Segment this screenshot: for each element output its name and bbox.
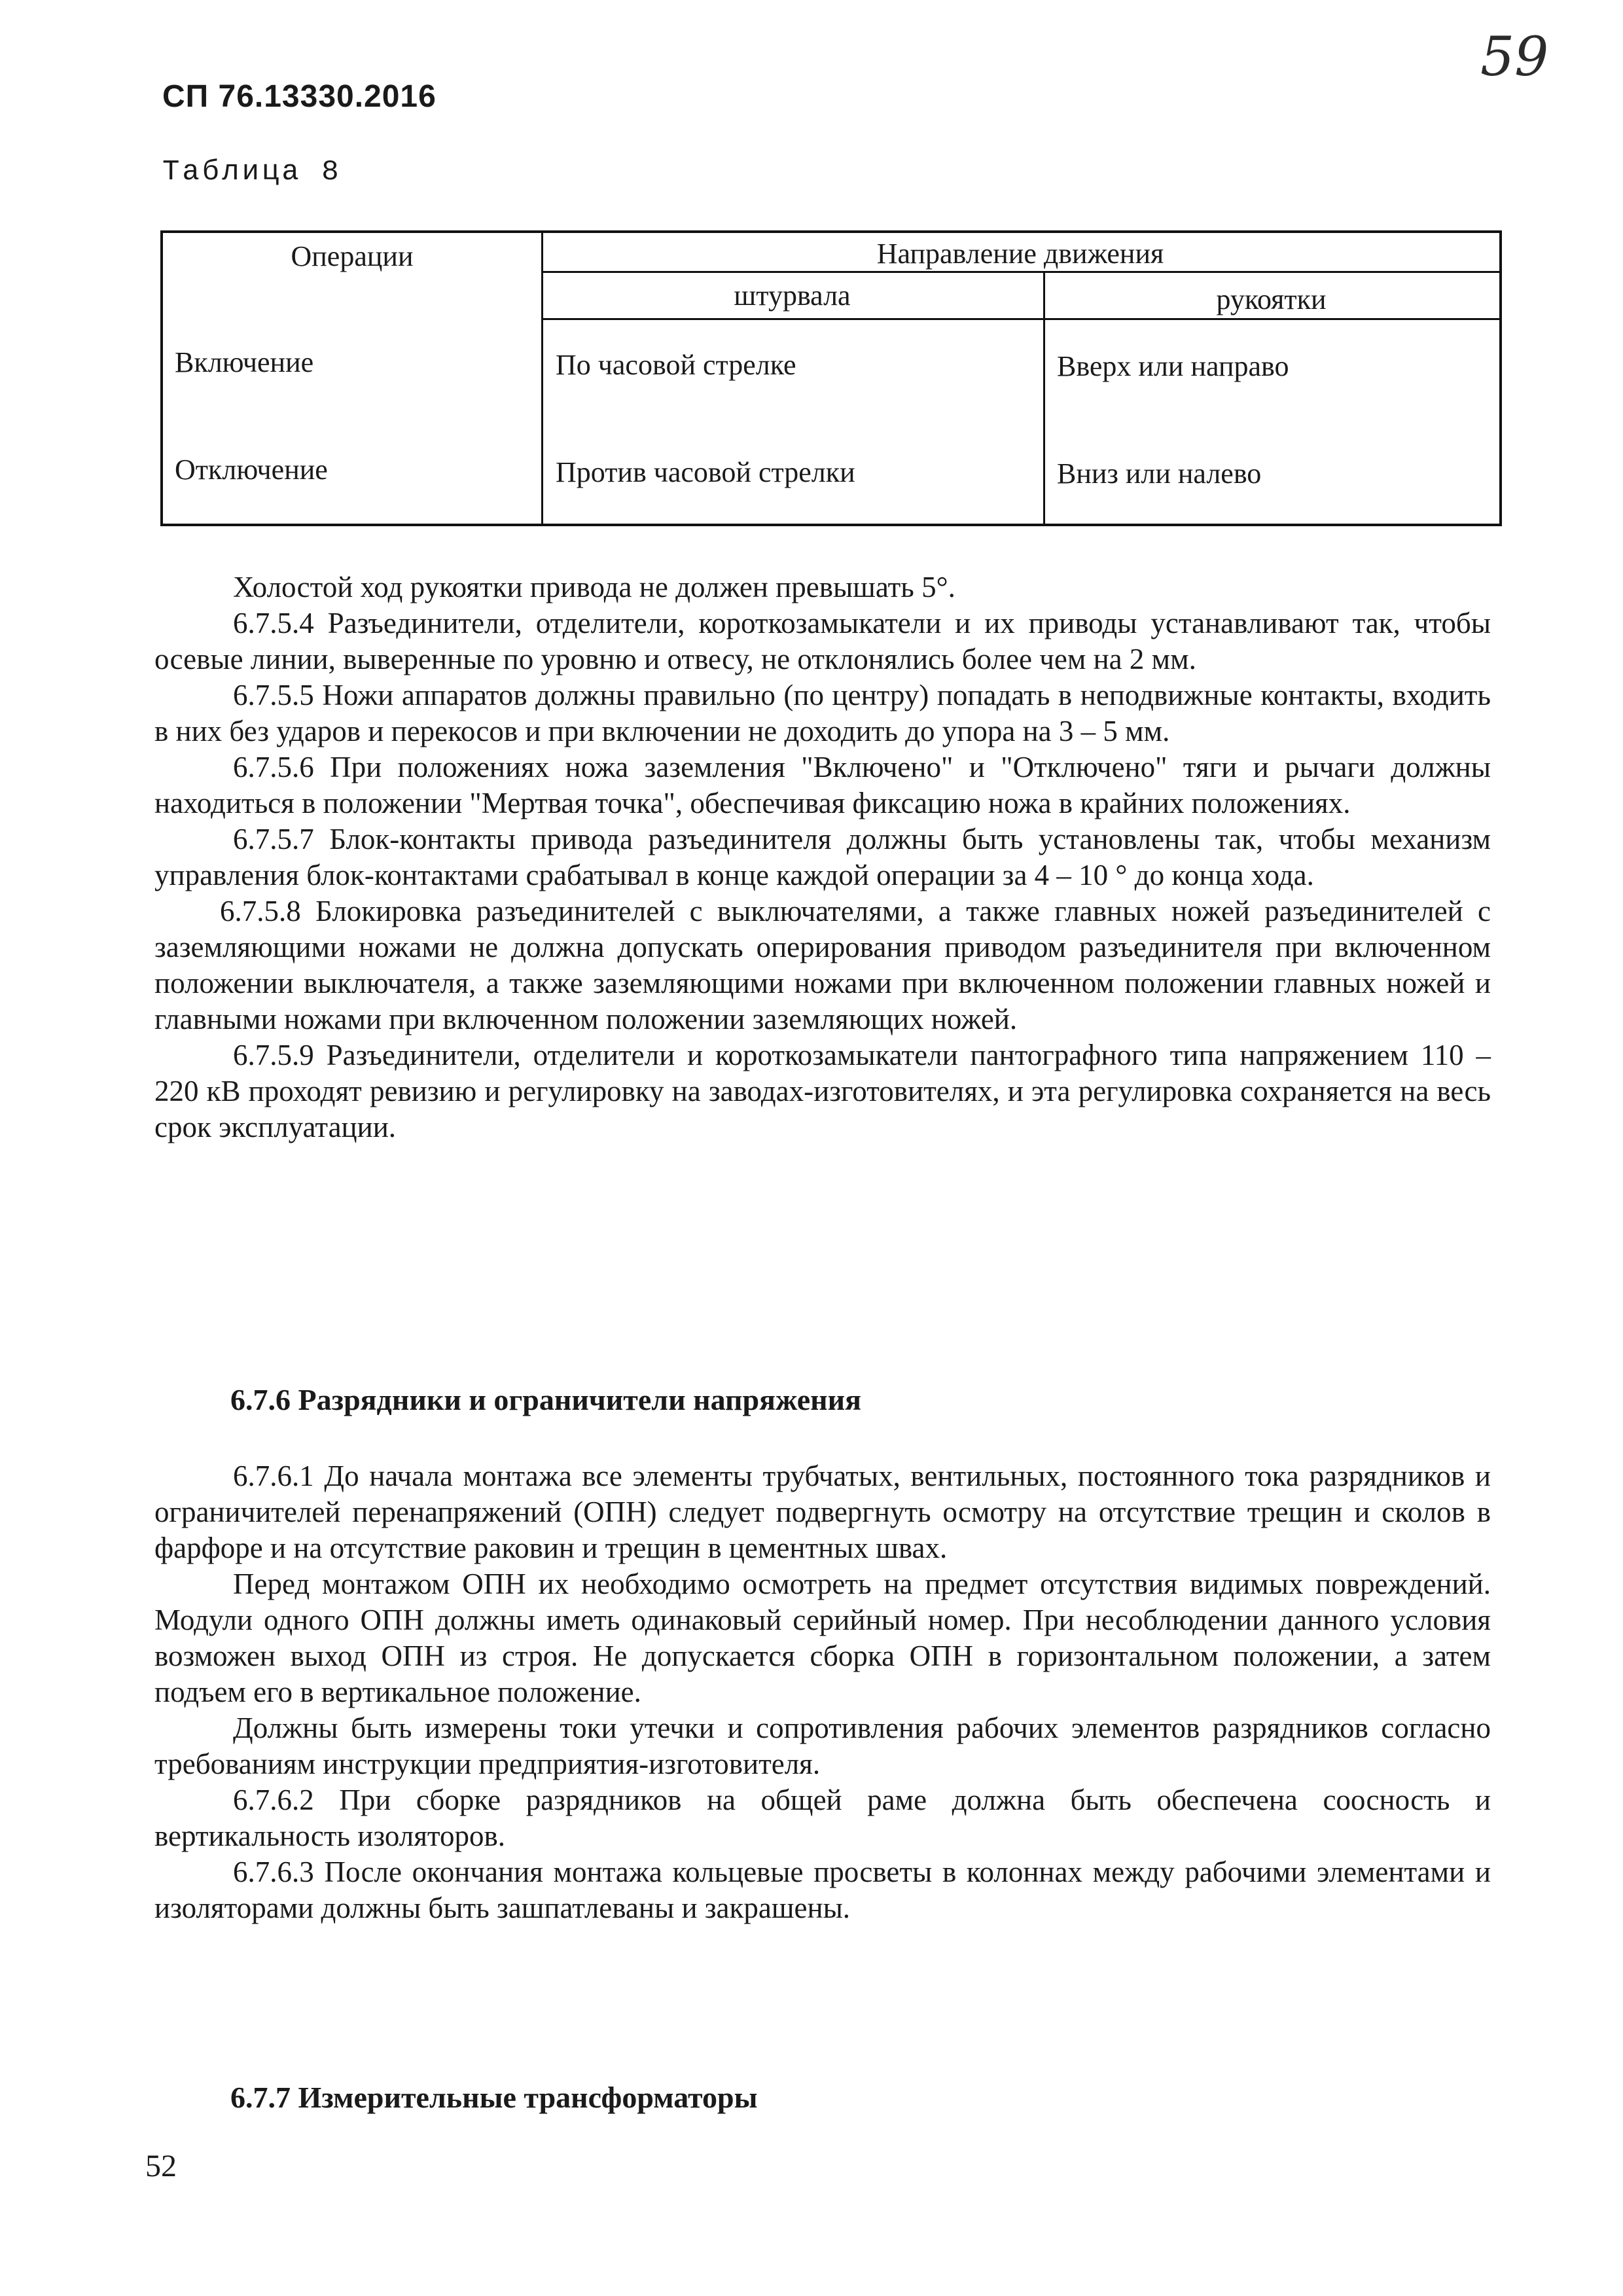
paragraph: 6.7.5.6 При положениях ножа заземления "Включено" и "Отключено" тяги и рычаги должны находиться в положении "Мертвая точка", обеспечивая фиксацию ножа в крайних положениях. — [154, 751, 1491, 819]
paragraph: 6.7.6.3 После окончания монтажа кольцевые просветы в колоннах между рабочими элементами и изоляторами должны быть зашпатлеваны и закрашены. — [154, 1856, 1491, 1924]
paragraph: 6.7.6.1 До начала монтажа все элементы трубчатых, вентильных, постоянного тока разрядников и ограничителей перенапряжений (ОПН) следует подвергнуть осмотру на отсутствие трещин и сколов в фарфоре и на отсутствие раковин и трещин в цементных швах. — [154, 1460, 1491, 1564]
paragraph: 6.7.6.2 При сборке разрядников на общей раме должна быть обеспечена соосность и вертикальность изоляторов. — [154, 1784, 1491, 1852]
row-2-wheel: Против часовой стрелки — [556, 456, 855, 488]
row-1-handle: Вверх или направо — [1057, 350, 1289, 382]
table-divider — [541, 318, 1499, 320]
header-direction: Направление движения — [876, 238, 1164, 270]
row-2-operation: Отключение — [175, 454, 328, 486]
header-handle: рукоятки — [1216, 283, 1327, 315]
body-text-block-1 — [154, 569, 1491, 1145]
table-divider — [541, 233, 543, 524]
page-number: 52 — [145, 2149, 177, 2183]
paragraph: 6.7.5.5 Ножи аппаратов должны правильно (по центру) попадать в неподвижные контакты, входить в них без ударов и перекосов и при включении не доходить до упора на 3 – 5 мм. — [154, 679, 1491, 747]
body-text-block-2 — [154, 1458, 1491, 1926]
row-1-wheel: По часовой стрелке — [556, 349, 796, 381]
paragraph: Перед монтажом ОПН их необходимо осмотреть на предмет отсутствия видимых повреждений. Модули одного ОПН должны иметь одинаковый серийный номер. При несоблюдении данного условия возможен выход ОПН из строя. Не допускается сборка ОПН в горизонтальном положении, а затем подъем его в вертикальное положение. — [154, 1568, 1491, 1708]
paragraph: Должны быть измерены токи утечки и сопротивления рабочих элементов разрядников согласно требованиям инструкции предприятия-изготовителя. — [154, 1712, 1491, 1780]
table-8 — [160, 230, 1502, 526]
document-code: СП 76.13330.2016 — [162, 79, 437, 114]
row-2-handle: Вниз или налево — [1057, 457, 1262, 490]
handwritten-page-number: 59 — [1480, 26, 1549, 88]
header-operations: Операции — [291, 240, 414, 272]
section-heading-6-7-6: 6.7.6 Разрядники и ограничители напряжения — [230, 1383, 862, 1416]
paragraph: 6.7.5.8 Блокировка разъединителей с выключателями, а также главных ножей разъединителей с заземляющими ножами не должна допускать оперирования приводом разъединителя при включенном положении выключателя, а также заземляющими ножами при включенном положении главных ножей и главными ножами при включенном положении заземляющих ножей. — [154, 895, 1491, 1035]
paragraph: 6.7.5.7 Блок-контакты привода разъединителя должны быть установлены так, чтобы механизм управления блок-контактами срабатывал в конце каждой операции за 4 – 10 ° до конца хода. — [154, 823, 1491, 891]
paragraph: 6.7.5.4 Разъединители, отделители, короткозамыкатели и их приводы устанавливают так, чтобы осевые линии, выверенные по уровню и отвесу, не отклонялись более чем на 2 мм. — [154, 607, 1491, 675]
section-heading-6-7-7: 6.7.7 Измерительные трансформаторы — [230, 2081, 758, 2114]
paragraph: 6.7.5.9 Разъединители, отделители и короткозамыкатели пантографного типа напряжением 110 – 220 кВ проходят ревизию и регулировку на заводах-изготовителях, и эта регулировка сохраняется на весь срок эксплуатации. — [154, 1039, 1491, 1143]
row-1-operation: Включение — [175, 346, 314, 378]
header-wheel: штурвала — [734, 279, 851, 312]
paragraph: Холостой ход рукоятки привода не должен превышать 5°. — [233, 571, 955, 603]
table-label: Таблица 8 — [162, 156, 342, 188]
